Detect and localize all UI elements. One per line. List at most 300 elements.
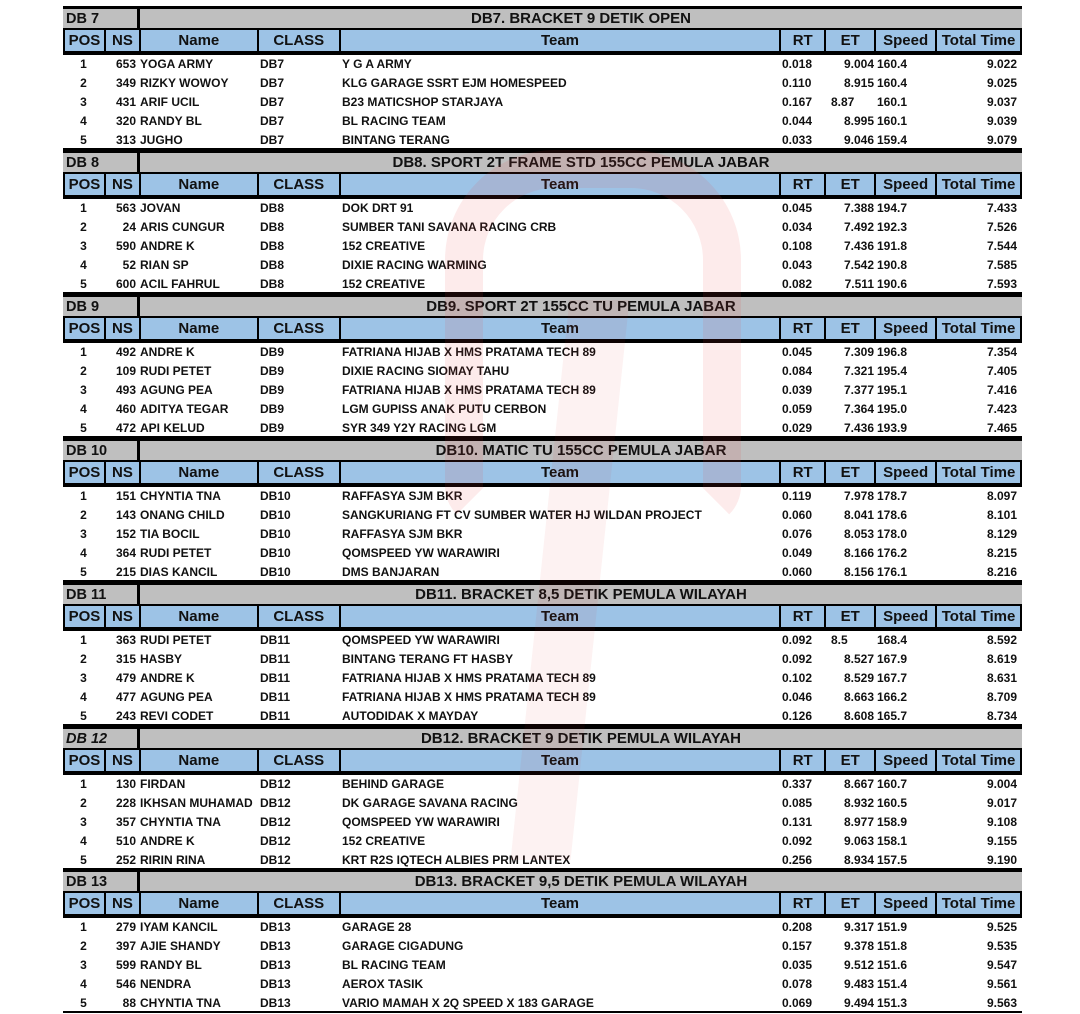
column-header-et: ET [826,606,876,627]
cell-rt: 0.092 [782,834,813,848]
cell-class: DB8 [260,220,285,234]
cell-et: 8.041 [843,508,874,522]
cell-name: CHYNTIA TNA [140,489,221,503]
cell-pos: 1 [80,633,87,647]
cell-name: JOVAN [140,201,181,215]
cell-pos: 5 [80,709,87,723]
section-title: DB12. BRACKET 9 DETIK PEMULA WILAYAH [420,730,742,747]
cell-name: HASBY [140,652,183,666]
column-header-row [63,318,1022,343]
cell-rt: 0.092 [782,652,813,666]
table-row [63,55,1022,74]
cell-class: DB9 [260,402,285,416]
cell-team: B23 MATICSHOP STARJAYA [342,95,504,109]
cell-speed: 151.8 [877,939,908,953]
cell-total: 9.025 [986,76,1017,90]
cell-class: DB13 [260,920,291,934]
cell-team: VARIO MAMAH X 2Q SPEED X 183 GARAGE [342,996,594,1010]
section-title: DB9. SPORT 2T 155CC TU PEMULA JABAR [426,298,736,315]
column-header-row [63,750,1022,775]
cell-ns: 563 [115,201,136,215]
cell-ns: 599 [115,958,136,972]
cell-rt: 0.060 [782,508,813,522]
cell-pos: 2 [80,364,87,378]
table-row [63,794,1022,813]
cell-pos: 1 [80,777,87,791]
cell-rt: 0.108 [782,239,813,253]
results-rows [63,631,1022,726]
cell-team: QOMSPEED YW WARAWIRI [342,633,500,647]
cell-pos: 2 [80,76,87,90]
table-row [63,400,1022,419]
cell-pos: 5 [80,277,87,291]
section-title-row [63,726,1022,750]
cell-rt: 0.039 [782,383,813,397]
cell-team: AUTODIDAK X MAYDAY [342,709,479,723]
cell-ns: 52 [122,258,136,272]
table-row [63,956,1022,975]
cell-speed: 192.3 [877,220,908,234]
cell-pos: 1 [80,920,87,934]
cell-et: 9.046 [843,133,874,147]
cell-team: RAFFASYA SJM BKR [342,489,463,503]
results-section [63,6,1022,150]
column-header-team: Team [341,462,782,483]
cell-team: DIXIE RACING WARMING [342,258,487,272]
cell-name: ANDRE K [140,239,195,253]
cell-speed: 160.4 [877,76,908,90]
column-header-team: Team [341,606,782,627]
cell-total: 9.037 [986,95,1017,109]
cell-speed: 176.2 [877,546,908,560]
class-code: DB 12 [63,729,140,748]
column-header-total: Total Time [941,608,1016,625]
cell-pos: 4 [80,546,87,560]
cell-team: KRT R2S IQTECH ALBIES PRM LANTEX [342,853,571,867]
cell-ns: 546 [115,977,136,991]
table-row [63,256,1022,275]
cell-team: KLG GARAGE SSRT EJM HOMESPEED [342,76,567,90]
cell-total: 9.535 [986,939,1017,953]
cell-name: API KELUD [140,421,205,435]
cell-et: 8.608 [843,709,874,723]
cell-rt: 0.256 [782,853,813,867]
column-header-speed: Speed [876,318,937,339]
cell-name: RIAN SP [140,258,189,272]
column-header-class: CLASS [259,174,341,195]
cell-total: 8.129 [986,527,1017,541]
cell-speed: 176.1 [877,565,908,579]
cell-name: RANDY BL [140,114,202,128]
cell-total: 9.561 [986,977,1017,991]
table-row [63,362,1022,381]
cell-speed: 160.7 [877,777,908,791]
table-row [63,775,1022,794]
column-header-row [63,30,1022,55]
cell-team: DOK DRT 91 [342,201,414,215]
column-header-et: ET [826,750,876,771]
cell-total: 7.416 [986,383,1017,397]
section-title-row [63,582,1022,606]
cell-rt: 0.045 [782,345,813,359]
results-section [63,438,1022,582]
cell-et: 8.529 [843,671,874,685]
cell-ns: 397 [115,939,136,953]
table-row [63,343,1022,362]
cell-class: DB12 [260,796,291,810]
cell-total: 7.354 [986,345,1017,359]
cell-team: BINTANG TERANG FT HASBY [342,652,514,666]
cell-team: DK GARAGE SAVANA RACING [342,796,518,810]
cell-name: YOGA ARMY [140,57,214,71]
column-header-class: CLASS [259,318,341,339]
table-row [63,669,1022,688]
cell-ns: 243 [115,709,136,723]
column-header-rt: RT [781,174,826,195]
section-title: DB13. BRACKET 9,5 DETIK PEMULA WILAYAH [414,873,748,890]
section-title: DB10. MATIC TU 155CC PEMULA JABAR [435,442,727,459]
cell-class: DB11 [260,633,291,647]
column-header-ns: NS [106,606,141,627]
cell-class: DB11 [260,652,291,666]
cell-name: AJIE SHANDY [140,939,221,953]
table-row [63,650,1022,669]
cell-class: DB12 [260,777,291,791]
class-code: DB 8 [63,153,140,172]
cell-rt: 0.131 [782,815,813,829]
column-header-pos: POS [65,30,106,51]
cell-name: ANDRE K [140,834,195,848]
cell-class: DB13 [260,958,291,972]
cell-name: CHYNTIA TNA [140,996,221,1010]
cell-ns: 590 [115,239,136,253]
cell-et: 8.977 [843,815,874,829]
column-header-total: Total Time [941,895,1016,912]
cell-speed: 167.9 [877,652,908,666]
cell-ns: 364 [115,546,136,560]
cell-speed: 160.4 [877,57,908,71]
cell-rt: 0.045 [782,201,813,215]
cell-ns: 492 [115,345,136,359]
cell-total: 8.734 [986,709,1017,723]
cell-et: 9.483 [843,977,874,991]
cell-pos: 2 [80,939,87,953]
cell-rt: 0.208 [782,920,813,934]
cell-speed: 194.7 [877,201,908,215]
cell-team: FATRIANA HIJAB X HMS PRATAMA TECH 89 [342,671,596,685]
cell-et: 8.053 [843,527,874,541]
cell-rt: 0.119 [782,489,812,503]
cell-rt: 0.076 [782,527,813,541]
column-header-ns: NS [106,893,141,914]
cell-total: 9.108 [986,815,1017,829]
cell-name: ACIL FAHRUL [140,277,220,291]
cell-speed: 191.8 [877,239,908,253]
cell-ns: 493 [115,383,136,397]
cell-pos: 4 [80,690,87,704]
column-header-ns: NS [106,30,141,51]
table-row [63,707,1022,726]
cell-rt: 0.043 [782,258,813,272]
cell-speed: 158.1 [877,834,908,848]
column-header-total: Total Time [941,320,1016,337]
cell-team: AEROX TASIK [342,977,424,991]
cell-et: 8.915 [843,76,874,90]
cell-name: REVI CODET [140,709,214,723]
cell-name: RUDI PETET [140,546,212,560]
cell-et: 9.494 [843,996,874,1010]
cell-name: ANDRE K [140,671,195,685]
cell-team: BL RACING TEAM [342,958,446,972]
cell-total: 9.190 [986,853,1017,867]
cell-et: 7.492 [843,220,874,234]
table-row [63,419,1022,438]
column-header-name: Name [141,462,259,483]
column-header-et: ET [826,30,876,51]
cell-speed: 178.6 [877,508,908,522]
results-rows [63,918,1022,1013]
results-section [63,294,1022,438]
cell-pos: 3 [80,383,87,397]
column-header-total: Total Time [941,752,1016,769]
cell-et: 9.512 [843,958,874,972]
cell-speed: 178.7 [877,489,908,503]
cell-pos: 4 [80,402,87,416]
cell-pos: 3 [80,239,87,253]
cell-speed: 196.8 [877,345,908,359]
cell-et: 9.317 [843,920,874,934]
cell-rt: 0.046 [782,690,813,704]
cell-team: 152 CREATIVE [342,277,426,291]
cell-name: ARIS CUNGUR [140,220,225,234]
table-row [63,199,1022,218]
column-header-name: Name [141,606,259,627]
table-row [63,131,1022,150]
cell-pos: 5 [80,133,87,147]
results-section [63,726,1022,870]
cell-speed: 195.4 [877,364,908,378]
section-title-row [63,150,1022,174]
cell-class: DB8 [260,277,285,291]
results-rows [63,343,1022,438]
cell-speed: 160.5 [877,796,908,810]
column-header-total: Total Time [941,176,1016,193]
results-section [63,869,1022,1013]
cell-ns: 349 [115,76,136,90]
cell-ns: 363 [115,633,136,647]
cell-ns: 143 [115,508,136,522]
cell-ns: 215 [115,565,136,579]
column-header-ns: NS [106,462,141,483]
cell-team: DIXIE RACING SIOMAY TAHU [342,364,510,378]
cell-ns: 252 [115,853,136,867]
cell-pos: 2 [80,652,87,666]
column-header-speed: Speed [876,606,937,627]
cell-rt: 0.018 [782,57,813,71]
table-row [63,813,1022,832]
cell-et: 8.87 [831,95,855,109]
results-section [63,582,1022,726]
cell-total: 9.017 [986,796,1017,810]
cell-pos: 4 [80,977,87,991]
cell-total: 8.709 [986,690,1017,704]
cell-total: 9.547 [986,958,1017,972]
cell-speed: 158.9 [877,815,908,829]
cell-rt: 0.029 [782,421,813,435]
cell-class: DB10 [260,527,291,541]
cell-name: ONANG CHILD [140,508,225,522]
cell-pos: 1 [80,345,87,359]
cell-total: 8.592 [986,633,1017,647]
column-header-name: Name [141,750,259,771]
cell-speed: 193.9 [877,421,908,435]
cell-pos: 3 [80,815,87,829]
cell-rt: 0.049 [782,546,813,560]
column-header-speed: Speed [876,174,937,195]
section-title-row [63,6,1022,30]
column-header-ns: NS [106,174,141,195]
cell-name: DIAS KANCIL [140,565,218,579]
column-header-rt: RT [781,750,826,771]
cell-ns: 431 [115,95,136,109]
cell-pos: 4 [80,114,87,128]
cell-speed: 151.4 [877,977,908,991]
cell-speed: 151.3 [877,996,908,1010]
class-code: DB 9 [63,297,140,316]
cell-rt: 0.167 [782,95,813,109]
cell-et: 8.995 [843,114,874,128]
cell-pos: 2 [80,796,87,810]
cell-pos: 3 [80,527,87,541]
cell-name: TIA BOCIL [140,527,200,541]
cell-et: 8.166 [843,546,874,560]
section-title-row [63,869,1022,893]
cell-class: DB13 [260,996,291,1010]
cell-speed: 167.7 [877,671,908,685]
cell-et: 7.542 [843,258,874,272]
cell-team: RAFFASYA SJM BKR [342,527,463,541]
cell-team: QOMSPEED YW WARAWIRI [342,546,500,560]
cell-team: BEHIND GARAGE [342,777,445,791]
cell-team: LGM GUPISS ANAK PUTU CERBON [342,402,547,416]
cell-pos: 5 [80,421,87,435]
cell-class: DB7 [260,114,285,128]
cell-ns: 315 [115,652,136,666]
table-row [63,525,1022,544]
cell-name: ADITYA TEGAR [140,402,229,416]
column-header-pos: POS [65,174,106,195]
cell-class: DB13 [260,977,291,991]
cell-et: 7.321 [843,364,874,378]
cell-rt: 0.126 [782,709,813,723]
cell-ns: 479 [115,671,136,685]
cell-speed: 168.4 [877,633,908,647]
class-code: DB 13 [63,872,140,891]
column-header-rt: RT [781,30,826,51]
cell-total: 8.215 [986,546,1017,560]
cell-class: DB8 [260,239,285,253]
results-rows [63,775,1022,870]
column-header-ns: NS [106,750,141,771]
cell-name: AGUNG PEA [140,690,213,704]
cell-total: 7.526 [986,220,1017,234]
cell-et: 7.511 [844,277,874,291]
cell-rt: 0.082 [782,277,813,291]
column-header-pos: POS [65,462,106,483]
cell-team: GARAGE 28 [342,920,412,934]
cell-class: DB10 [260,565,291,579]
cell-et: 8.934 [843,853,874,867]
column-header-team: Team [341,174,782,195]
cell-rt: 0.060 [782,565,813,579]
cell-et: 8.663 [843,690,874,704]
cell-pos: 1 [80,57,87,71]
cell-name: RUDI PETET [140,633,212,647]
cell-class: DB8 [260,201,285,215]
cell-team: SANGKURIANG FT CV SUMBER WATER HJ WILDAN PROJECT [342,508,702,522]
cell-class: DB11 [260,709,291,723]
table-row [63,937,1022,956]
cell-team: BL RACING TEAM [342,114,446,128]
results-rows [63,199,1022,294]
cell-total: 9.155 [986,834,1017,848]
cell-pos: 5 [80,853,87,867]
column-header-speed: Speed [876,30,937,51]
column-header-class: CLASS [259,462,341,483]
section-title: DB7. BRACKET 9 DETIK OPEN [470,10,692,27]
cell-pos: 3 [80,671,87,685]
cell-team: SYR 349 Y2Y RACING LGM [342,421,497,435]
cell-class: DB11 [260,671,291,685]
column-header-et: ET [826,462,876,483]
cell-pos: 2 [80,220,87,234]
cell-team: 152 CREATIVE [342,239,426,253]
cell-rt: 0.034 [782,220,813,234]
cell-team: FATRIANA HIJAB X HMS PRATAMA TECH 89 [342,345,596,359]
cell-name: IKHSAN MUHAMAD [140,796,253,810]
cell-total: 9.039 [986,114,1017,128]
cell-et: 7.436 [843,421,874,435]
cell-total: 7.593 [986,277,1017,291]
cell-rt: 0.092 [782,633,813,647]
cell-name: AGUNG PEA [140,383,213,397]
cell-ns: 357 [115,815,136,829]
cell-class: DB11 [260,690,291,704]
column-header-pos: POS [65,606,106,627]
cell-ns: 472 [115,421,136,435]
cell-ns: 600 [115,277,136,291]
cell-pos: 1 [80,201,87,215]
cell-total: 9.525 [986,920,1017,934]
cell-total: 9.563 [986,996,1017,1010]
table-row [63,74,1022,93]
table-row [63,506,1022,525]
cell-speed: 178.0 [877,527,908,541]
cell-et: 8.527 [843,652,874,666]
column-header-row [63,606,1022,631]
cell-class: DB7 [260,76,285,90]
table-row [63,851,1022,870]
table-row [63,994,1022,1013]
cell-et: 7.388 [843,201,874,215]
column-header-team: Team [341,750,782,771]
cell-speed: 160.1 [877,114,908,128]
column-header-class: CLASS [259,30,341,51]
table-row [63,275,1022,294]
cell-ns: 228 [115,796,136,810]
cell-team: Y G A ARMY [342,57,412,71]
column-header-rt: RT [781,462,826,483]
